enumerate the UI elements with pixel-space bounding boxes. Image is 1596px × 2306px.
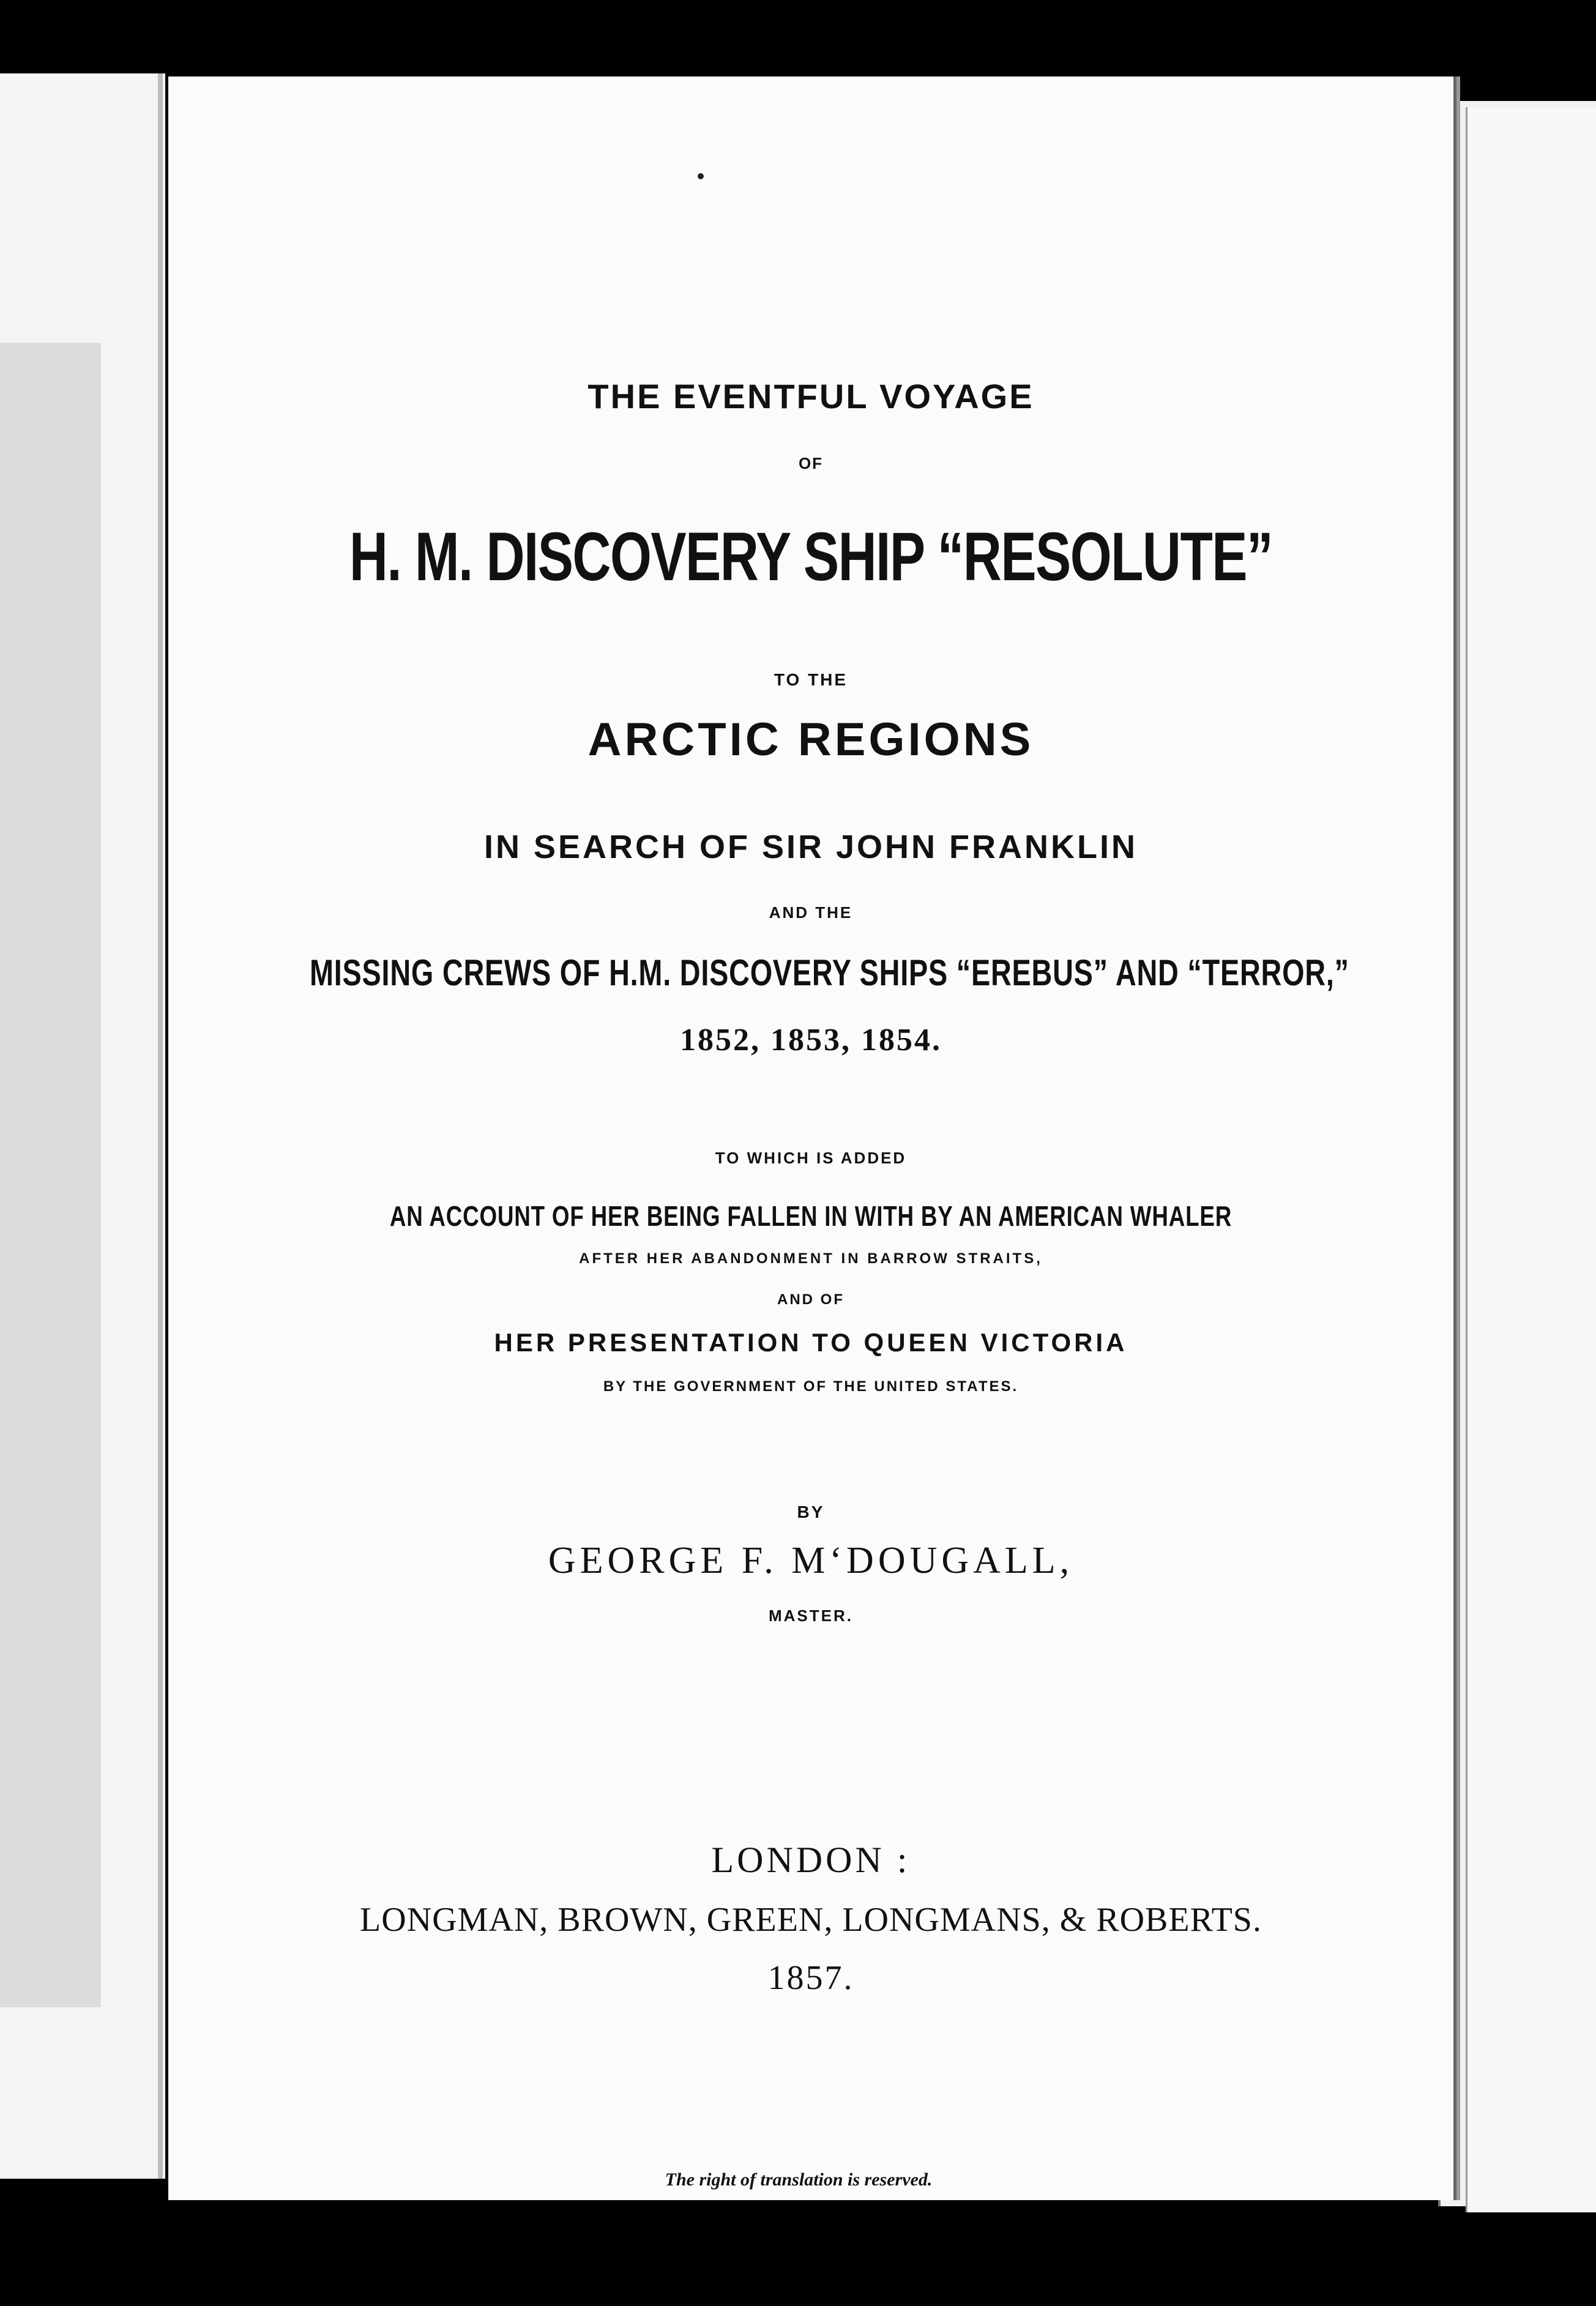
added-government: BY THE GOVERNMENT OF THE UNITED STATES. <box>603 1378 1019 1395</box>
facing-page-edge <box>158 73 163 2179</box>
imprint-year: 1857. <box>767 1959 854 1997</box>
facing-page <box>0 73 165 2179</box>
title-line-to-the: TO THE <box>774 670 848 689</box>
author-name: GEORGE F. M‘DOUGALL, <box>548 1540 1074 1581</box>
title-line-of: OF <box>798 454 824 472</box>
subtitle-arctic-regions: ARCTIC REGIONS <box>587 714 1034 766</box>
added-presentation: HER PRESENTATION TO QUEEN VICTORIA <box>494 1328 1128 1357</box>
translation-note: The right of translation is reserved. <box>665 2170 933 2190</box>
facing-page-shadow <box>0 343 101 2007</box>
main-title: H. M. DISCOVERY SHIP “RESOLUTE” <box>349 518 1273 595</box>
added-intro: TO WHICH IS ADDED <box>715 1149 907 1167</box>
added-abandonment: AFTER HER ABANDONMENT IN BARROW STRAITS, <box>579 1250 1043 1267</box>
title-line-years: 1852, 1853, 1854. <box>680 1023 942 1058</box>
title-line-search: IN SEARCH OF SIR JOHN FRANKLIN <box>483 829 1138 865</box>
imprint-publisher: LONGMAN, BROWN, GREEN, LONGMANS, & ROBERTS. <box>360 1901 1262 1939</box>
imprint-place: LONDON : <box>711 1840 911 1880</box>
ink-speck <box>698 173 704 179</box>
author-rank: MASTER. <box>769 1606 853 1625</box>
under-page-edge-outer <box>1466 107 1596 2212</box>
title-line-1: THE EVENTFUL VOYAGE <box>587 377 1034 416</box>
added-account: AN ACCOUNT OF HER BEING FALLEN IN WITH BY AN AMERICAN WHALER <box>389 1200 1232 1232</box>
title-line-missing-crews: MISSING CREWS OF H.M. DISCOVERY SHIPS “EREBUS” AND “TERROR,” <box>310 952 1349 993</box>
title-line-and-the: AND THE <box>769 903 853 922</box>
by-line: BY <box>797 1502 825 1521</box>
title-page <box>168 76 1456 2200</box>
added-and-of: AND OF <box>777 1291 845 1308</box>
